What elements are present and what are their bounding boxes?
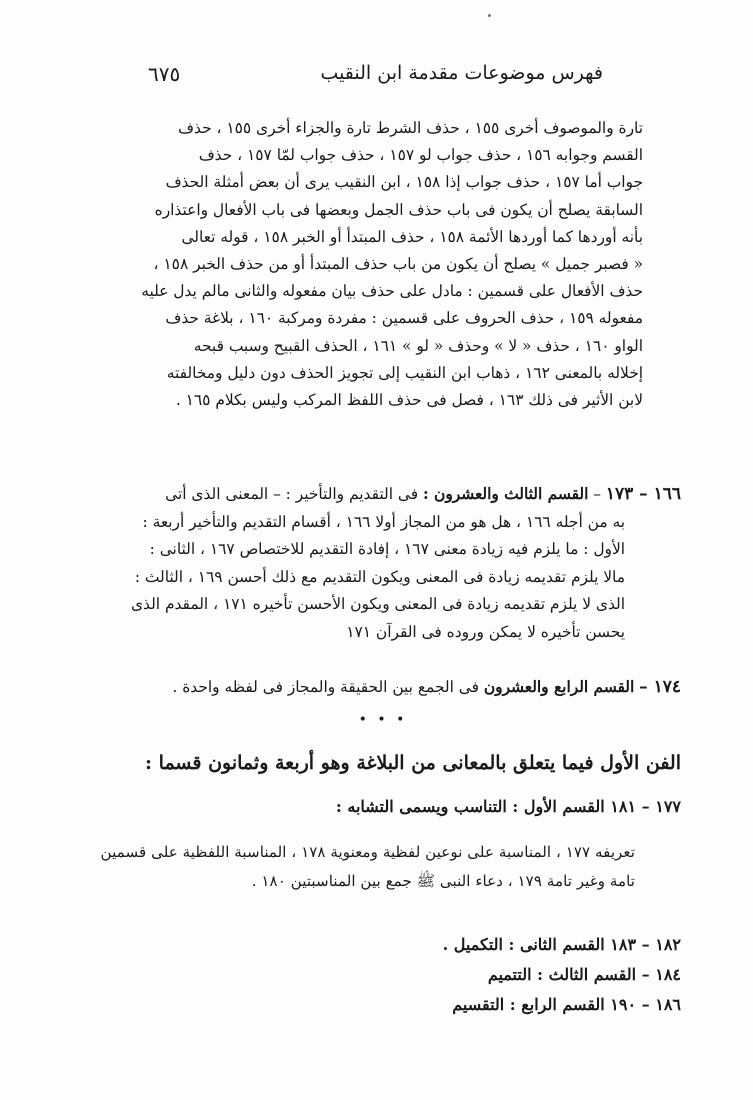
section-166-173 [104, 481, 681, 646]
list-item: ١٨٦ – ١٩٠ القسم الرابع : التقسيم [452, 995, 681, 1014]
section-text: فى الجمع بين الحقيقة والمجاز فى لفظه واحدة . [172, 678, 479, 696]
section-list [443, 930, 681, 1020]
text-line: بأنه أوردها كما أوردها الأئمة ١٥٨ ، حذف المبتدأ أو الخبر ١٥٨ ، قوله تعالى [181, 227, 643, 246]
text-line: القسم وجوابه ١٥٦ ، حذف جواب لو ١٥٧ ، حذف جواب لمّا ١٥٧ ، حذف [198, 146, 643, 165]
text-line: مفعوله ١٥٩ ، حذف الحروف على قسمين : مفردة ومركبة ١٦٠ ، بلاغة حذف [165, 309, 643, 328]
section-first-line: فى التقديم والتأخير : – المعنى الذى أتى [165, 485, 419, 503]
page-header [148, 62, 603, 92]
text-line: به من أجله ١٦٦ ، هل هو من المجاز أولا ١٦٦ ، أقسام التقديم والتأخير أربعة : [142, 512, 625, 531]
section-174 [130, 674, 681, 702]
text-line: السابقة يصلح أن يكون فى باب حذف الجمل وبعضها فى باب الأفعال واعتذاره [154, 200, 643, 219]
paragraph-munasaba [100, 838, 635, 896]
section-177-181: ١٧٧ – ١٨١ القسم الأول : التناسب ويسمى التشابه : [335, 797, 681, 816]
text-line: « فصبر جميل » يصلح أن يكون من باب حذف المبتدأ أو من حذف الخبر ١٥٨ ، [153, 255, 643, 274]
section-number: ١٧٤ – [639, 677, 681, 697]
section-title: القسم الرابع والعشرون [483, 678, 635, 696]
text-line: تامة وغير تامة ١٧٩ ، دعاء النبى ﷺ جمع بين المناسبتين ١٨٠ . [251, 872, 635, 890]
text-line: تارة والموصوف أخرى ١٥٥ ، حذف الشرط تارة والجزاء أخرى ١٥٥ ، حذف [178, 119, 643, 137]
section-title: القسم الثالث والعشرون : [423, 485, 589, 503]
text-line: إخلاله بالمعنى ١٦٢ ، ذهاب ابن النقيب إلى تجويز الحذف دون دليل ومخالفته [166, 363, 643, 382]
page-number: ٦٧٥ [148, 62, 181, 86]
list-item: ١٨٤ – القسم الثالث : التتميم [487, 965, 681, 984]
text-line: الذى لا يلزم تقديمه زيادة فى المعنى ويكون الأحسن تأخيره ١٧١ ، المقدم الذى [130, 595, 625, 613]
scan-speck [488, 14, 491, 17]
paragraph-ellipsis-topics [122, 115, 643, 414]
text-line: الأول : ما يلزم فيه زيادة معنى ١٦٧ ، إفادة التقديم للاختصاص ١٦٧ ، الثانى : [149, 540, 625, 558]
running-title: فهرس موضوعات مقدمة ابن النقيب [320, 62, 603, 84]
text-line: حذف الأفعال على قسمين : مادل على حذف بيان مفعوله والثانى مالم يدل عليه [141, 282, 643, 301]
text-line: الواو ١٦٠ ، حذف « لا » وحذف « لو » ١٦١ ، الحذف القبيح وسبب قبحه [193, 336, 643, 355]
text-line: جواب أما ١٥٧ ، حذف جواب إذا ١٥٨ ، ابن النقيب يرى أن بعض أمثلة الحذف [165, 173, 643, 192]
text-line: يحسن تأخيره لا يمكن وروده فى القرآن ١٧١ [346, 622, 625, 641]
text-line: مالا يلزم تقديمه زيادة فى المعنى ويكون التقديم مع ذلك أحسن ١٦٩ ، الثالث : [134, 567, 625, 586]
text-line: تعريفه ١٧٧ ، المناسبة على نوعين لفظية ومعنوية ١٧٨ ، المناسبة اللفظية على قسمين [100, 843, 635, 861]
chapter-heading: الفن الأول فيما يتعلق بالمعانى من البلاغة وهو أربعة وثمانون قسما : [145, 752, 681, 774]
separator-stars: • • • [358, 712, 408, 728]
text-line: لابن الأثير فى ذلك ١٦٣ ، فصل فى حذف اللفظ المركب وليس بكلام ١٦٥ . [175, 391, 643, 410]
list-item: ١٨٢ – ١٨٣ القسم الثانى : التكميل . [442, 935, 681, 954]
section-heading-line: ١٦٦ – ١٧٣ – القسم الثالث والعشرون : فى التقديم والتأخير : – المعنى الذى أتى [165, 484, 681, 504]
section-range: ١٦٦ – ١٧٣ [605, 484, 681, 504]
